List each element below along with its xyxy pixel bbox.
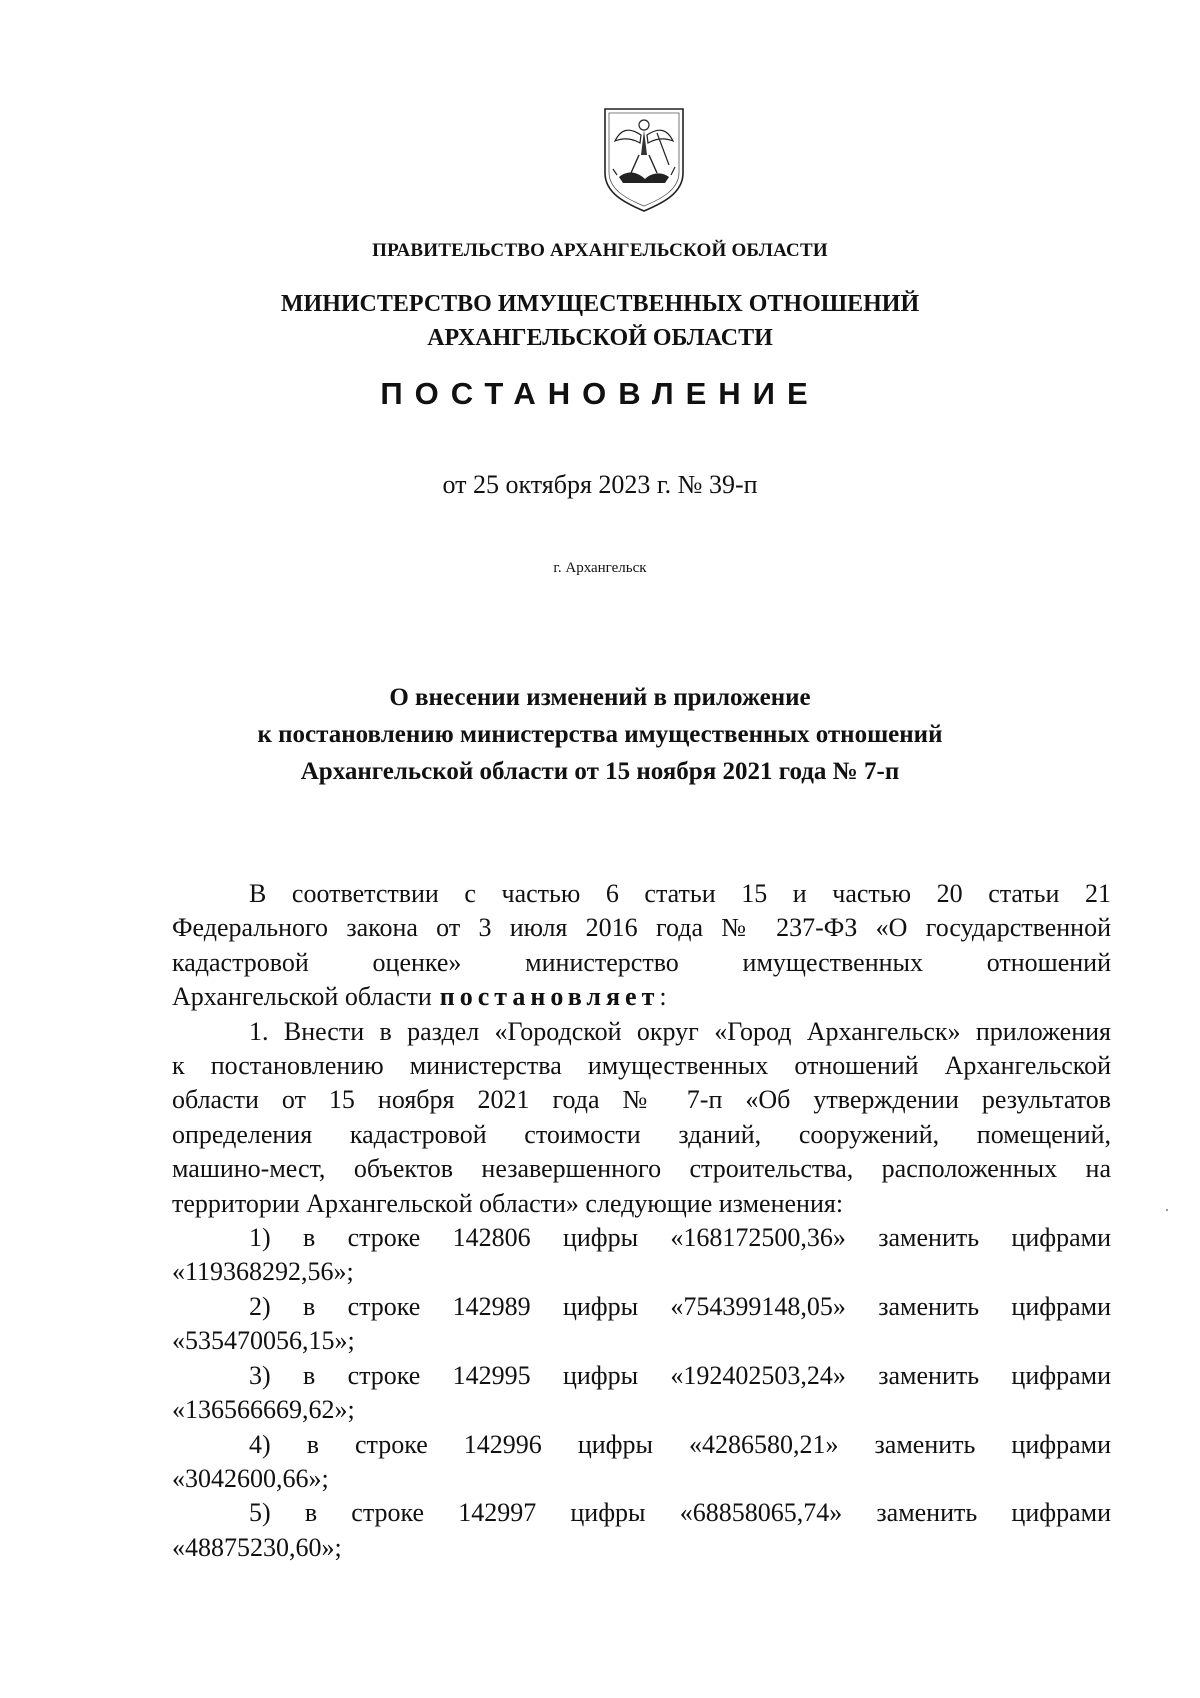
preamble-line1: В соответствии с частью 6 статьи 15 и частью 20 статьи 21 [249, 879, 1111, 908]
preamble-line4-end: : [659, 982, 667, 1012]
subject-line1: О внесении изменений в приложение [389, 684, 811, 711]
document-type: ПОСТАНОВЛЕНИЕ [380, 376, 820, 411]
change-item-3-lead: 3) в строке 142995 цифры «192402503,24» заменить цифрами [249, 1360, 1111, 1390]
ministry-name-line2: АРХАНГЕЛЬСКОЙ ОБЛАСТИ [427, 325, 773, 351]
document-date-number: от 25 октября 2023 г. № 39-п [442, 470, 758, 499]
point1-line5: машино-мест, объектов незавершенного строительства, расположенных на [172, 1154, 1111, 1184]
change-item-4-tail: «3042600,66»; [172, 1463, 329, 1493]
ministry-name [0, 287, 1200, 355]
change-item-1-tail: «119368292,56»; [172, 1257, 354, 1287]
scan-speck [1166, 1209, 1168, 1211]
preamble-line2: Федерального закона от 3 июля 2016 года № 237-ФЗ «О государственной [172, 913, 1111, 943]
point1-line2: к постановлению министерства имущественных отношений Архангельской [172, 1051, 1111, 1081]
point1-line4: определения кадастровой стоимости зданий, сооружений, помещений, [172, 1119, 1111, 1149]
preamble-line3: кадастровой оценке» министерство имущественных отношений [172, 947, 1111, 977]
document-subject [0, 679, 1200, 790]
subject-line3: Архангельской области от 15 ноября 2021 года № 7-п [300, 758, 900, 785]
change-item-2-lead: 2) в строке 142989 цифры «754399148,05» заменить цифрами [249, 1291, 1111, 1321]
point1-line3: области от 15 ноября 2021 года № 7-п «Об утверждении результатов [172, 1085, 1111, 1115]
change-item-4-lead: 4) в строке 142996 цифры «4286580,21» заменить цифрами [249, 1429, 1111, 1459]
coat-of-arms-icon [601, 103, 687, 213]
government-name: ПРАВИТЕЛЬСТВО АРХАНГЕЛЬСКОЙ ОБЛАСТИ [372, 240, 828, 261]
preamble-resolves-word: постановляет [439, 982, 660, 1012]
document-body [172, 877, 1111, 1565]
ministry-name-line1: МИНИСТЕРСТВО ИМУЩЕСТВЕННЫХ ОТНОШЕНИЙ [280, 291, 920, 317]
subject-line2: к постановлению министерства имущественных отношений [257, 721, 943, 748]
point1-line1: 1. Внести в раздел «Городской округ «Город Архангельск» приложения [249, 1016, 1111, 1046]
change-item-5-lead: 5) в строке 142997 цифры «68858065,74» заменить цифрами [249, 1498, 1111, 1528]
preamble-line4-start: Архангельской области [172, 982, 432, 1012]
preamble-line4 [172, 980, 1111, 1014]
point1-line6: территории Архангельской области» следующие изменения: [172, 1188, 844, 1218]
change-item-5-tail: «48875230,60»; [172, 1532, 342, 1562]
document-city: г. Архангельск [553, 560, 647, 576]
change-item-3-tail: «136566669,62»; [172, 1395, 355, 1425]
change-item-2-tail: «535470056,15»; [172, 1326, 355, 1356]
change-item-1-lead: 1) в строке 142806 цифры «168172500,36» заменить цифрами [249, 1223, 1111, 1253]
